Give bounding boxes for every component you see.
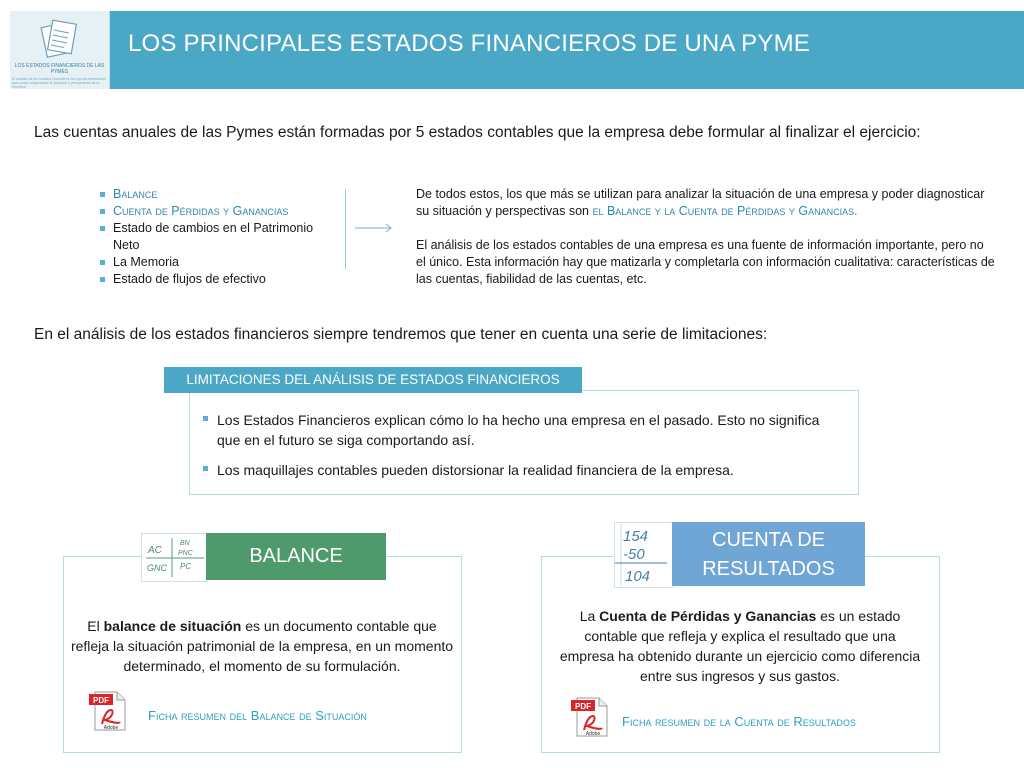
handwriting-graphic xyxy=(615,523,673,587)
pdf-icon[interactable] xyxy=(569,696,611,738)
hand-text-154: 154 xyxy=(623,528,649,545)
page-title: LOS PRINCIPALES ESTADOS FINANCIEROS DE UNA PYME xyxy=(128,30,810,57)
handwritten-balance-icon xyxy=(141,533,208,582)
list-item xyxy=(100,186,330,203)
hand-text-gnc: GNC xyxy=(147,563,167,573)
balance-description xyxy=(70,616,454,676)
thumbnail-caption: LOS ESTADOS FINANCIEROS DE LAS PYMES xyxy=(14,63,105,75)
balance-label: BALANCE xyxy=(206,533,386,580)
resultados-text-pre: La xyxy=(579,608,600,624)
hand-text-pnc: PNC xyxy=(178,550,193,557)
pdf-icon[interactable] xyxy=(87,690,129,732)
hand-text-pc: PC xyxy=(180,562,192,571)
handwritten-resultados-icon xyxy=(614,522,674,588)
balance-text-pre: El xyxy=(87,618,104,634)
pdf-icon-brand: Adobe xyxy=(103,725,119,731)
document-icon xyxy=(38,17,82,61)
resultados-pdf-link[interactable]: Ficha resumen de la Cuenta de Resultados xyxy=(622,714,856,729)
list-item xyxy=(100,271,330,288)
description-block xyxy=(416,186,996,288)
list-item: Los maquillajes contables pueden distorsionar la realidad financiera de la empresa. xyxy=(203,460,843,480)
limitations-intro: En el análisis de los estados financieros siempre tendremos que tener en cuenta una serie de limitaciones: xyxy=(34,326,768,343)
limitations-tab: LIMITACIONES DEL ANÁLISIS DE ESTADOS FINANCIEROS xyxy=(164,367,582,393)
divider-line xyxy=(345,189,346,269)
description-p2: El análisis de los estados contables de una empresa es una fuente de información importante, pero no el único. Esta información hay que matizarla y completarla con información cualitativa: características de las cuentas, fiabilidad de las cuentas, etc. xyxy=(416,238,995,286)
limitations-list xyxy=(203,410,843,480)
resultados-label-line2: RESULTADOS xyxy=(702,558,835,580)
balance-text-post: es un documento contable que refleja la situación patrimonial de la empresa, en un momento determinado, el momento de su formulación. xyxy=(70,618,454,674)
balance-text-bold: balance de situación xyxy=(103,618,242,634)
hand-text-104: 104 xyxy=(625,568,651,585)
statement-balance: Balance xyxy=(113,187,158,201)
hand-text-50: -50 xyxy=(623,546,645,563)
statement-patrimonio: Estado de cambios en el Patrimonio Neto xyxy=(113,221,314,252)
statement-flujos: Estado de flujos de efectivo xyxy=(113,272,266,286)
balance-pdf-link[interactable]: Ficha resumen del Balance de Situación xyxy=(148,708,367,723)
list-item xyxy=(100,254,330,271)
list-item xyxy=(100,203,330,220)
resultados-label-line1: CUENTA DE xyxy=(712,529,825,551)
description-p1 xyxy=(416,186,996,220)
list-item: Los Estados Financieros explican cómo lo ha hecho una empresa en el pasado. Esto no significa que en el futuro se siga comportando así. xyxy=(203,410,843,450)
list-item xyxy=(100,220,330,254)
resultados-text-bold: Cuenta de Pérdidas y Ganancias xyxy=(599,608,817,624)
statement-cuenta: Cuenta de Pérdidas y Ganancias xyxy=(113,204,289,218)
description-p1-highlight: el Balance y la Cuenta de Pérdidas y Ganancias. xyxy=(592,204,858,218)
statements-list xyxy=(100,186,330,288)
pdf-icon-text: PDF xyxy=(575,702,591,711)
hand-text-ac: AC xyxy=(148,545,162,556)
hand-text-bn: BN xyxy=(180,540,190,547)
resultados-description xyxy=(558,606,922,686)
statement-memoria: La Memoria xyxy=(113,255,179,269)
description-p1-text: De todos estos, los que más se utilizan para analizar la situación de una empresa y poder diagnosticar su situación y perspectivas son xyxy=(416,187,985,218)
resultados-text-post: es un estado contable que refleja y explica el resultado que una empresa ha obtenido durante un ejercicio como diferencia entre sus ingresos y sus gastos. xyxy=(559,608,921,684)
thumbnail-subtext: El análisis de los estados financieros nos aporta información para poder diagnosticar la situación y perspectivas de la empresa. xyxy=(12,77,106,89)
intro-text: Las cuentas anuales de las Pymes están formadas por 5 estados contables que la empresa debe formular al finalizar el ejercicio: xyxy=(34,124,921,141)
header-thumbnail xyxy=(10,11,110,89)
arrow-right-icon xyxy=(355,222,393,234)
handwriting-graphic xyxy=(142,534,207,581)
pdf-icon-brand: Adobe xyxy=(585,731,601,737)
pdf-icon-text: PDF xyxy=(93,696,109,705)
resultados-label xyxy=(672,522,865,586)
